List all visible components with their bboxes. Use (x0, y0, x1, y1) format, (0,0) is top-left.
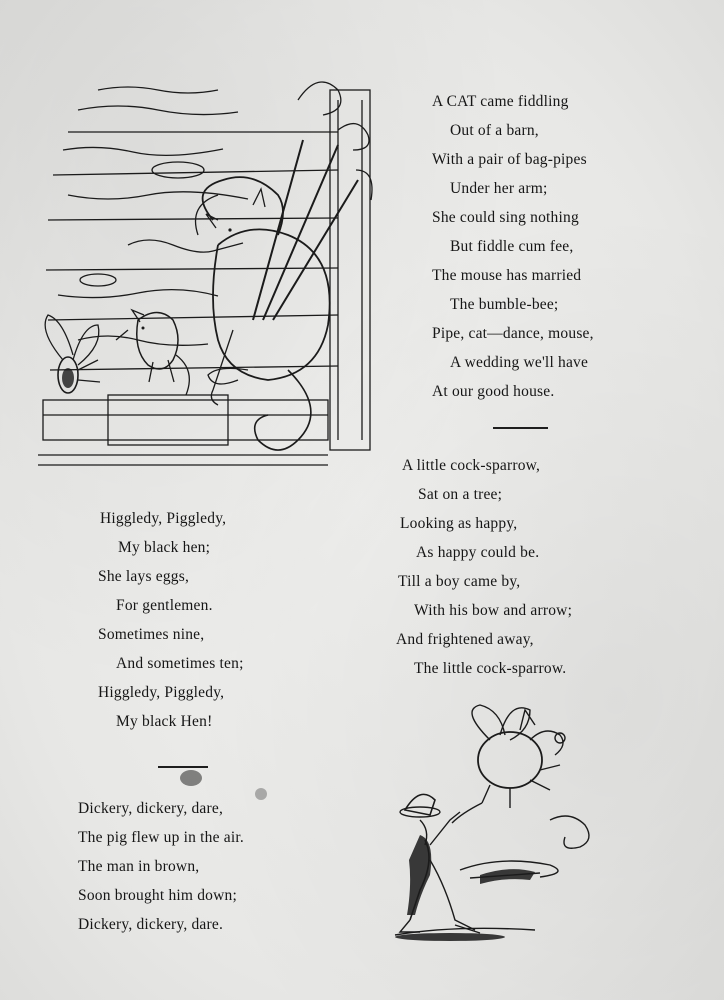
poem-line: Sat on a tree; (418, 486, 503, 503)
poem-line: But fiddle cum fee, (450, 238, 574, 255)
poem-line: Soon brought him down; (78, 887, 237, 904)
poem-line: Till a boy came by, (398, 573, 521, 590)
poem-line: A CAT came fiddling (432, 93, 569, 110)
poem-line: With his bow and arrow; (414, 602, 573, 619)
flying-pig-illustration (390, 700, 620, 945)
poem-line: A little cock-sparrow, (402, 457, 541, 474)
poem-line: The bumble-bee; (450, 296, 559, 313)
poem-line: For gentlemen. (116, 597, 213, 614)
poem-line: The man in brown, (78, 858, 200, 875)
poem-line: Under her arm; (450, 180, 548, 197)
poem-line: Pipe, cat—dance, mouse, (432, 325, 594, 342)
poem-line: Out of a barn, (450, 122, 539, 139)
poem-line: Dickery, dickery, dare. (78, 916, 224, 933)
poem-line: She lays eggs, (98, 568, 190, 585)
poem-line: Looking as happy, (400, 515, 518, 532)
poem-line: The mouse has married (432, 267, 582, 284)
poem-line: As happy could be. (416, 544, 540, 561)
poem-line: She could sing nothing (432, 209, 579, 226)
poem-line: My black hen; (118, 539, 211, 556)
poem-line: My black Hen! (116, 713, 213, 730)
poem-line: Sometimes nine, (98, 626, 205, 643)
poem-line: Dickery, dickery, dare, (78, 800, 224, 817)
poem-line: The little cock-sparrow. (414, 660, 567, 677)
poem-line: The pig flew up in the air. (78, 829, 244, 846)
poem-line: At our good house. (432, 383, 555, 400)
poem-line: With a pair of bag-pipes (432, 151, 587, 168)
poem-line: Higgledy, Piggledy, (98, 684, 225, 701)
poem-line: A wedding we'll have (450, 354, 589, 371)
poem-line: Higgledy, Piggledy, (100, 510, 227, 527)
poem-line: And sometimes ten; (116, 655, 244, 672)
poem-line: And frightened away, (396, 631, 534, 648)
